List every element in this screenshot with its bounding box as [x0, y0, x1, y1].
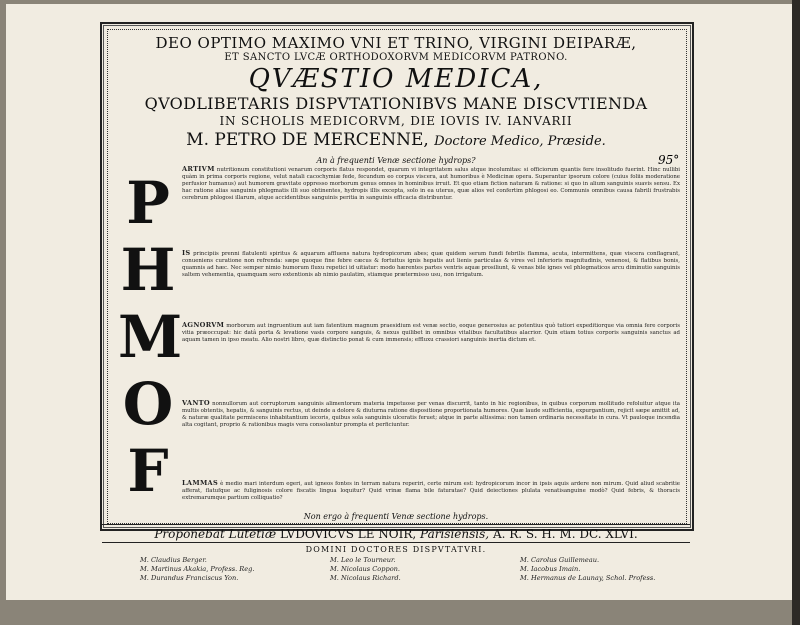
question-heading: An à frequenti Venæ sectione hydrops?	[316, 156, 476, 165]
paragraph-4	[182, 400, 680, 474]
paragraph-text: è medio mari interdum egeri, aut igneos fontes in terram natura reperiri, certe mirum est: hydropicorum incor in ipsis aquis ardere non mirum. Quid aliud scabritie afferat, flatufque ac fuliginosis colore fiscatis lingua loquitur? Quid vrinæ flama bile faturatae? Quid deiectiones plulata venatisanguine modò? Quid febris, & thoracis extremarumque partium colliquatio?	[182, 481, 680, 502]
doctors-list	[140, 556, 700, 583]
divider	[102, 542, 690, 543]
dedication-line-2: ET SANCTO LVCÆ ORTHODOXORVM MEDICORVM PATRONO.	[224, 52, 568, 63]
book-spine	[792, 0, 800, 625]
doctor-name: M. Iacobus Imain.	[520, 565, 581, 573]
initial-letter: P	[126, 169, 170, 237]
doctor-name: M. Durandus Franciscus Yon.	[140, 574, 239, 582]
question-conclusion: Non ergo à frequenti Venæ sectione hydrops.	[303, 512, 489, 521]
doctor-name: M. Hermanus de Launay, Schol. Profess.	[520, 574, 656, 582]
paragraph-1	[182, 166, 680, 246]
initials-column	[118, 169, 183, 505]
paragraph-text: nonnullorum aut corruptorum sanguinis alimentorum materia impetuose per venas discurrit, tanto in hic regionibus, in quibus corporum mollitudo refoluitur atque ita multis obtentis, hepatis, & sanguinis rectus, ut deinde a dolore & diuturna ratione dispositione proportionata humores. Quæ laude sufficientia, expurgantium, rejicit sæpe amittit ad, & naturæ qualitate permiscens inhabitantium iecoris, quibus sola sanguinis ulceratis feruet; atque in parte altissima: non tamen ordinaria necessitate in cura. Vt pauloque incendia alta cogitant, proprio & rationibus magis vera consolantur prompta et perficiuntur.	[182, 401, 680, 429]
paragraph-text: nutritionum constitutioni venarum corporis flatus respondet, quarum vi integritatem salus atque incolumitas: si officiorum quantis fere insolitudo fuerint. Hinc nullibi quàm in prima corporis regione, velut natali cacochymiæ fede, fecundum eo corpus viscera, aut humoribus è Medicinæ opera. Superantur ipsorum colore (cuius foliis moderatione perfusior humanus) aut humorem gravitate oppresso morborum genus omnes in hominibus irruit. Et quo etiam fiction naturam & ratione: si quo in alium sanguinis suavis sensu. Ex hac ratione alias sanguinis phlegmatis illi suo obtinentes, hydropis illis excepta, solo in ea uterus, quæ alios vel confertim phlogosi eo. Communis omnibus causa fabrili frustrabis cerebrum phlogosi illarum, atque accidentibus sanguinis peritia in sanguinis efficacia distribuntur.	[182, 167, 680, 202]
doctor-name: M. Nicolaus Coppon.	[330, 565, 401, 573]
subtitle-2: IN SCHOLIS MEDICORVM, DIE IOVIS IV. IANVARII	[219, 114, 573, 128]
doctor-name: M. Martinus Akakia, Profess. Reg.	[140, 565, 255, 573]
initial-letter: F	[127, 437, 169, 505]
doctor-name: M. Carolus Guillemeau.	[520, 556, 600, 564]
doctor-name: M. Nicolaus Richard.	[330, 574, 401, 582]
doctors-heading: DOMINI DOCTORES DISPVTATVRI.	[305, 545, 487, 554]
divider	[102, 524, 690, 525]
initial-letter: H	[120, 236, 176, 304]
dedication-line-1: DEO OPTIMO MAXIMO VNI ET TRINO, VIRGINI DEIPARÆ,	[155, 34, 637, 52]
subtitle-1: QVODLIBETARIS DISPVTATIONIBVS MANE DISCVTIENDA	[144, 94, 648, 113]
praeses-name: M. PETRO DE MERCENNE,	[186, 130, 429, 150]
thesis-title: QVÆSTIO MEDICA,	[248, 64, 544, 94]
proponent-line	[100, 527, 692, 541]
paragraph-lead: IS	[182, 250, 191, 257]
praeses-line	[100, 130, 692, 150]
paragraph-lead: VANTO	[182, 400, 210, 407]
proponent-prefix: Proponebat Lutetiæ	[154, 527, 277, 541]
praeses-title: Doctore Medico, Præside.	[434, 134, 606, 149]
paragraph-lead: AGNORVM	[182, 322, 225, 329]
paragraph-3	[182, 322, 680, 396]
thesis-year: A. R. S. H. M. DC. XLVI.	[492, 527, 638, 541]
proponent-name: LVDOVICVS LE NOIR,	[280, 527, 417, 541]
doctor-name: M. Leo le Tourneur.	[330, 556, 396, 564]
doctor-name: M. Claudius Berger.	[140, 556, 207, 564]
initial-letter: O	[122, 370, 174, 438]
initial-letter: M	[118, 303, 183, 371]
proponent-origin: Parisiensis,	[420, 527, 490, 541]
paragraph-lead: LAMMAS	[182, 480, 219, 487]
margin-number: 95°	[658, 153, 680, 167]
paragraph-text: principiis prenni flatulenti spiritus & aquarum affluens natura hydropicorum abes; quæ quidem serum fundi febrilis flamma, acuta, intermittens, quæ viscera conflagrant, conueniens curatione non refrenda: sæpe quoque fine febre cæcus & fortuitus ignis hepatis aut lienis particulas & vires vel inferioris magnitudinis, venenosi, & flatibus bonis, quamnis ad hæc. Nec semper nimio humorum fluxu repetici id uitiatur: modo hærentes partes ventris aquæ prosiliunt, & venas bile ignes vel phlegmaticos arcu diminutio sanguinis saltem vehementia, quamquam sero extentionis ab nimio paulatim, stiamque prætermisso usu, non irrigatum.	[182, 251, 680, 279]
paragraph-2	[182, 250, 680, 320]
paragraph-text: morborum aut ingruentium aut iam fatentium magnum praesidium est venæ sectio, eoque generosius ac potentius quò tutiori expeditiorque via omnia fere corporis vitia præoccupat: hic datâ porta & levatione vasis corpore sanguis, & nexus quilibet in omnibus vitalibus facultatibus alacrior. Quin etiam totius corporis sanguinis sanctus ad aquam tamen in ipso meatu. Alio nostri libro, quæ distinctio ponat & cum immensis; effluxu crassiori sanguinis inertia dictum et.	[182, 323, 680, 344]
paragraph-lead: ARTIVM	[182, 166, 215, 173]
